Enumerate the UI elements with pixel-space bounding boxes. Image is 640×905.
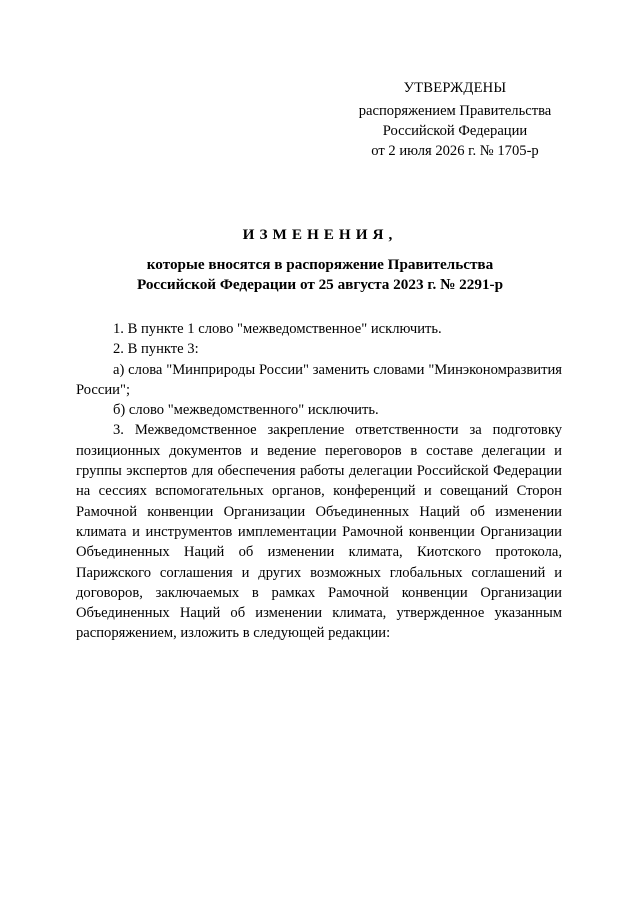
paragraph-item-2a: а) слова "Минприроды России" заменить словами "Минэкономразвития России"; — [76, 361, 562, 398]
paragraph-item-1: 1. В пункте 1 слово "межведомственное" исключить. — [113, 321, 442, 337]
approval-line-date-number: от 2 июля 2026 г. № 1705-р — [371, 143, 539, 159]
approval-stamp-block — [330, 78, 580, 161]
document-body — [76, 319, 562, 644]
paragraph-item-3: 3. Межведомственное закрепление ответственности за подготовку позиционных документов и ведение переговоров в составе делегации и группы экспертов для обеспечения работы делегации Российской Федерации на сессиях вспомогательных органов, конференций и совещаний Сторон Рамочной конвенции Организации Объединенных Наций об изменении климата и инструментов имплементации Рамочной конвенции Организации Объединенных Наций об изменении климата, Киотского протокола, Парижского соглашения и других возможных глобальных соглашений и договоров, заключаемых в рамках Рамочной конвенции Организации Объединенных Наций об изменении климата, утвержденное указанным распоряжением, изложить в следующей редакции: — [76, 422, 562, 642]
approval-line-country: Российской Федерации — [382, 123, 528, 139]
heading-subtitle-line-2: Российской Федерации от 25 августа 2023 г. № 2291-р — [136, 276, 504, 293]
heading-title: ИЗМЕНЕНИЯ, — [242, 226, 398, 243]
paragraph-item-2b: б) слово "межведомственного" исключить. — [113, 402, 379, 419]
paragraph-item-2: 2. В пункте 3: — [113, 341, 199, 358]
document-heading — [60, 225, 580, 295]
heading-subtitle-line-1: которые вносятся в распоряжение Правительства — [146, 256, 494, 273]
approval-line-authority: распоряжением Правительства — [358, 103, 552, 119]
approval-title: УТВЕРЖДЕНЫ — [403, 80, 507, 96]
